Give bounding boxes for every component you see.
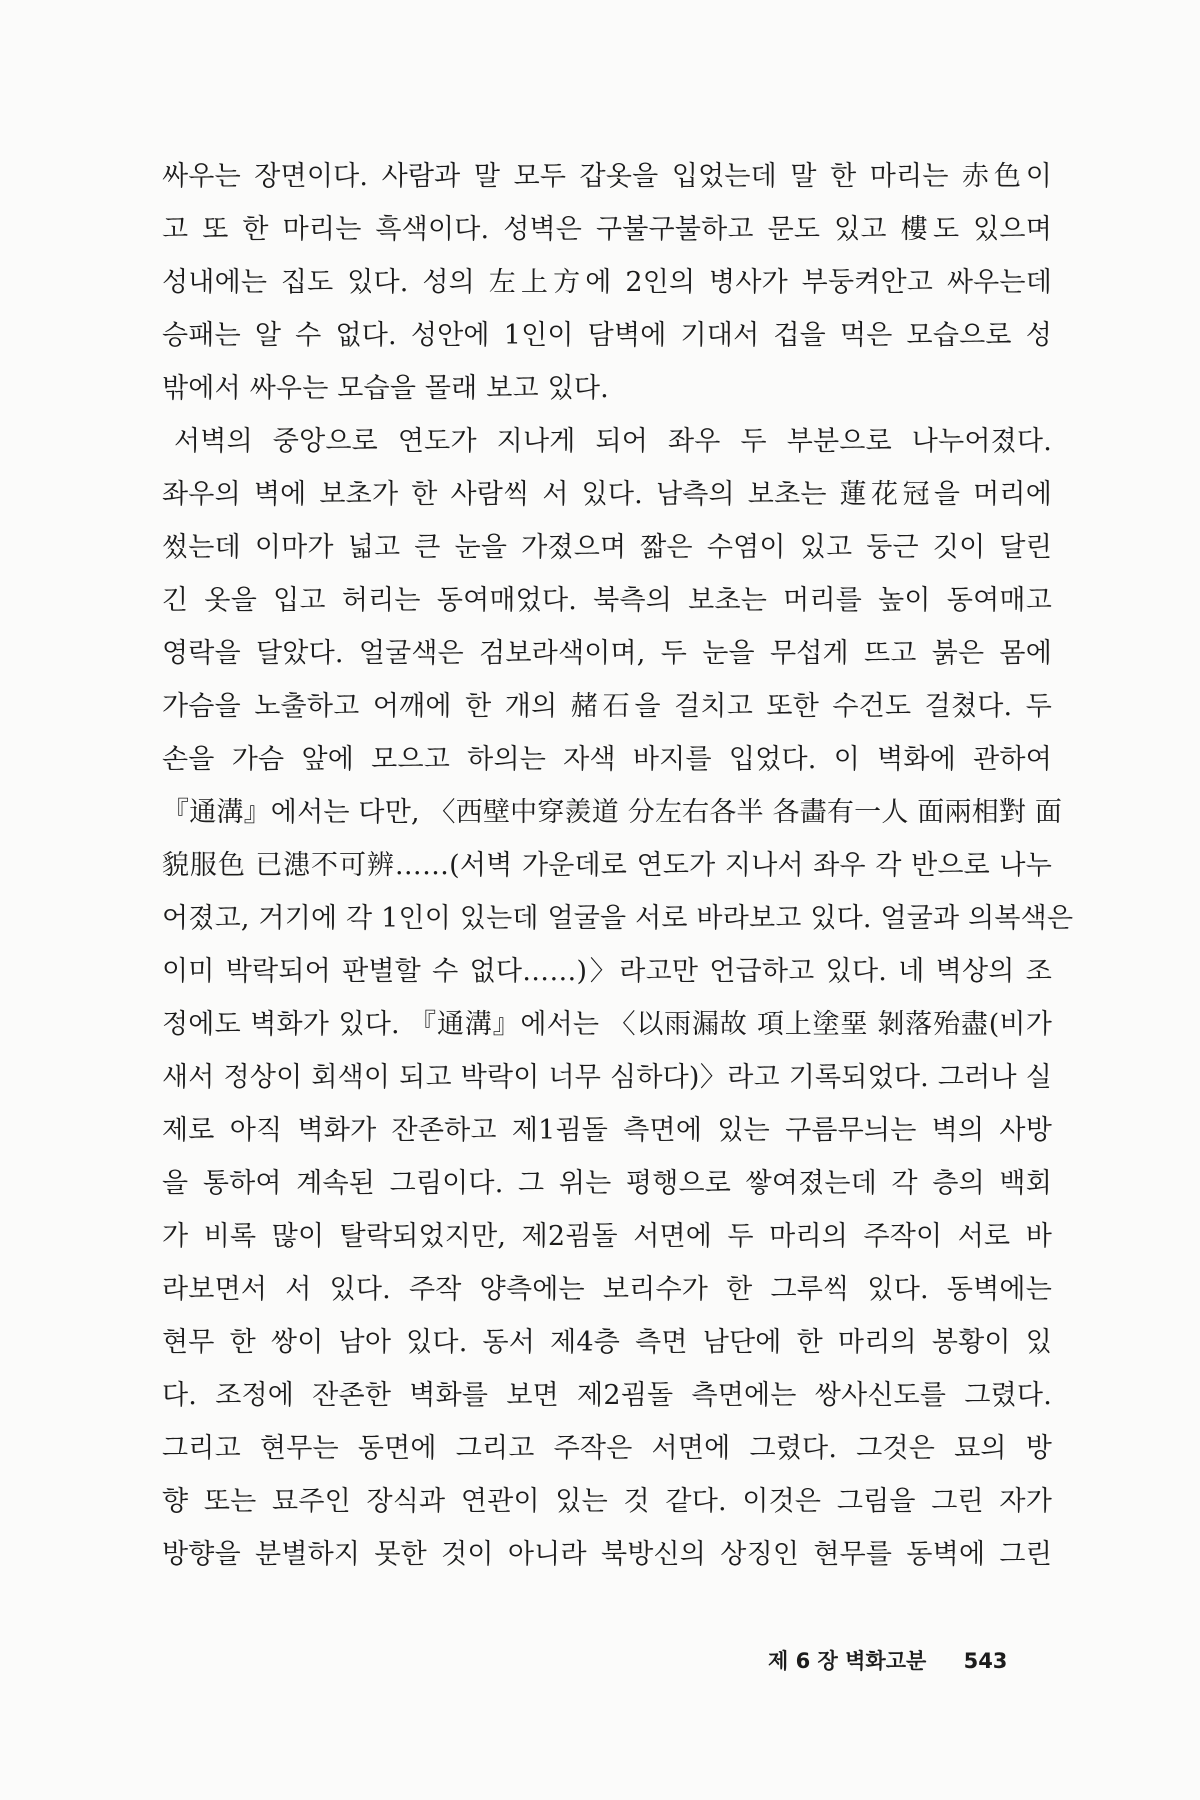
text-line: 그리고 현무는 동면에 그리고 주작은 서면에 그렸다. 그것은 묘의 방 — [162, 1433, 1052, 1464]
page-footer — [768, 1645, 1007, 1675]
text-line: 『通溝』에서는 다만, 〈西壁中穿羨道 分左右各半 各畵有一人 面兩相對 面 — [162, 797, 1063, 828]
page-number: 543 — [963, 1649, 1008, 1673]
text-line: 가 비록 많이 탈락되었지만, 제2굄돌 서면에 두 마리의 주작이 서로 바 — [162, 1221, 1052, 1252]
text-line: 성내에는 집도 있다. 성의 左上方에 2인의 병사가 부둥켜안고 싸우는데 — [162, 267, 1052, 298]
text-line: 새서 정상이 회색이 되고 박락이 너무 심하다)〉라고 기록되었다. 그러나 실 — [162, 1062, 1052, 1093]
text-line: 라보면서 서 있다. 주작 양측에는 보리수가 한 그루씩 있다. 동벽에는 — [162, 1274, 1052, 1305]
text-line: 정에도 벽화가 있다. 『通溝』에서는 〈以雨漏故 項上塗堊 剝落殆盡(비가 — [162, 1009, 1052, 1040]
text-line: 좌우의 벽에 보초가 한 사람씩 서 있다. 남측의 보초는 蓮花冠을 머리에 — [162, 479, 1052, 510]
text-line: 손을 가슴 앞에 모으고 하의는 자색 바지를 입었다. 이 벽화에 관하여 — [162, 744, 1052, 775]
text-line: 썼는데 이마가 넓고 큰 눈을 가졌으며 짧은 수염이 있고 둥근 깃이 달린 — [162, 532, 1052, 563]
body-text — [162, 150, 1074, 1581]
text-line: 이미 박락되어 판별할 수 없다……)〉라고만 언급하고 있다. 네 벽상의 조 — [162, 956, 1052, 987]
chapter-title: 제 6 장 벽화고분 — [768, 1649, 927, 1673]
text-line: 현무 한 쌍이 남아 있다. 동서 제4층 측면 남단에 한 마리의 봉황이 있 — [162, 1327, 1052, 1358]
text-line: 을 통하여 계속된 그림이다. 그 위는 평행으로 쌓여졌는데 각 층의 백회 — [162, 1168, 1052, 1199]
text-line: 향 또는 묘주인 장식과 연관이 있는 것 같다. 이것은 그림을 그린 자가 — [162, 1486, 1052, 1517]
text-line: 싸우는 장면이다. 사람과 말 모두 갑옷을 입었는데 말 한 마리는 赤色이 — [162, 161, 1052, 192]
text-line: 승패는 알 수 없다. 성안에 1인이 담벽에 기대서 겁을 먹은 모습으로 성 — [162, 320, 1052, 351]
text-line: 영락을 달았다. 얼굴색은 검보라색이며, 두 눈을 무섭게 뜨고 붉은 몸에 — [162, 638, 1052, 669]
text-line: 다. 조정에 잔존한 벽화를 보면 제2굄돌 측면에는 쌍사신도를 그렸다. — [162, 1380, 1052, 1411]
text-line: 고 또 한 마리는 흑색이다. 성벽은 구불구불하고 문도 있고 樓도 있으며 — [162, 214, 1052, 245]
text-line: 서벽의 중앙으로 연도가 지나게 되어 좌우 두 부분으로 나누어졌다. — [174, 426, 1052, 457]
text-line: 방향을 분별하지 못한 것이 아니라 북방신의 상징인 현무를 동벽에 그린 — [162, 1539, 1052, 1570]
text-line: 제로 아직 벽화가 잔존하고 제1굄돌 측면에 있는 구름무늬는 벽의 사방 — [162, 1115, 1052, 1146]
text-line: 긴 옷을 입고 허리는 동여매었다. 북측의 보초는 머리를 높이 동여매고 — [162, 585, 1052, 616]
text-line: 어졌고, 거기에 각 1인이 있는데 얼굴을 서로 바라보고 있다. 얼굴과 의복색은 — [162, 903, 1074, 934]
text-line: 가슴을 노출하고 어깨에 한 개의 赭石을 걸치고 또한 수건도 걸쳤다. 두 — [162, 691, 1052, 722]
text-line: 貌服色 已漶不可辨……(서벽 가운데로 연도가 지나서 좌우 각 반으로 나누 — [162, 850, 1052, 881]
text-line: 밖에서 싸우는 모습을 몰래 보고 있다. — [162, 373, 609, 404]
